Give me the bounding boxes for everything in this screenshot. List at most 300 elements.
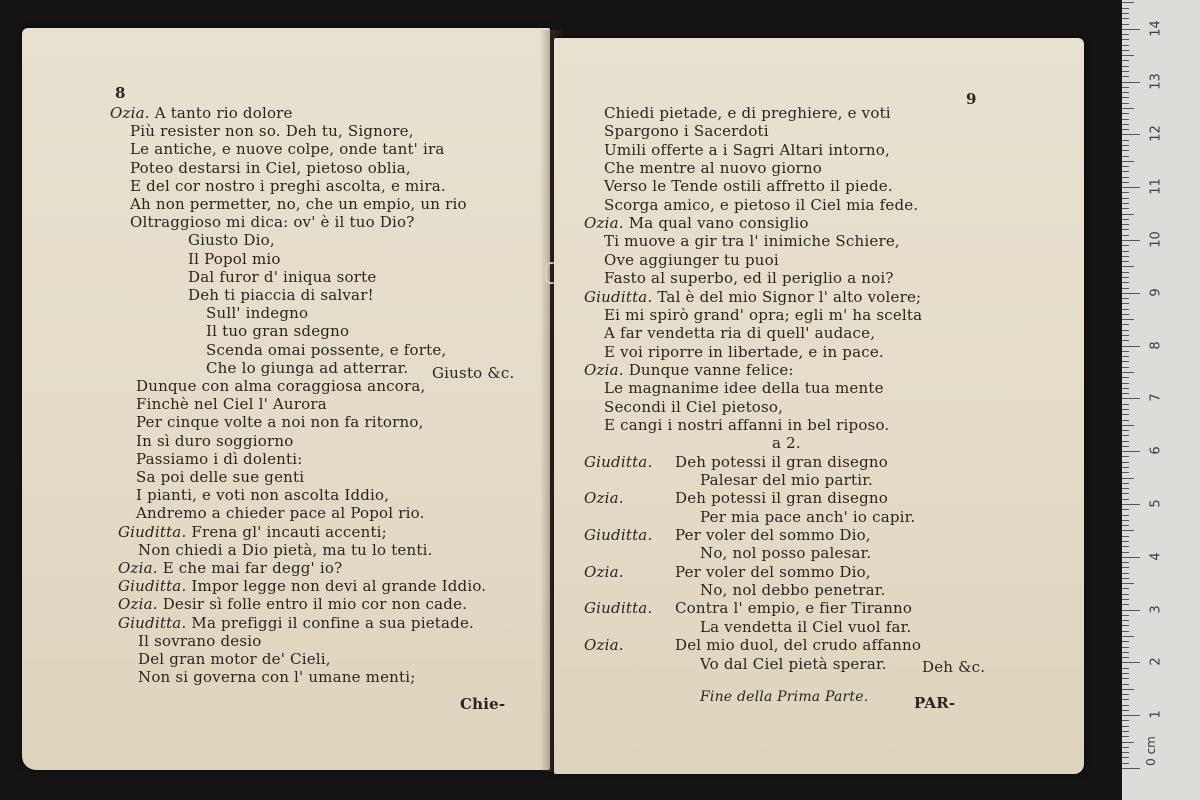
verse-line (118, 577, 486, 595)
ruler-tick (1122, 377, 1129, 378)
verse-text: La vendetta il Ciel vuol far. (700, 617, 912, 636)
verse-text: Verso le Tende ostili affretto il piede. (604, 177, 893, 196)
verse-text: Palesar del mio partir. (700, 471, 873, 489)
ruler-tick (1122, 673, 1129, 674)
ruler-tick (1122, 441, 1129, 442)
ruler-tick (1122, 60, 1129, 61)
ruler-tick (1122, 662, 1140, 663)
ruler-tick (1122, 161, 1134, 162)
ruler-tick (1122, 45, 1129, 46)
ruler-tick (1122, 594, 1129, 595)
left-page (22, 28, 550, 770)
ruler-tick (1122, 192, 1129, 193)
verse-line (604, 251, 779, 269)
ruler-tick (1122, 715, 1140, 716)
ruler-tick (1122, 588, 1129, 589)
ruler-tick (1122, 446, 1129, 447)
ruler-tick (1122, 214, 1134, 215)
verse-text: Impor legge non devi al grande Iddio. (191, 577, 487, 596)
ruler-tick (1122, 694, 1129, 695)
speaker-name: Giuditta. (584, 526, 653, 545)
verse-text: Non si governa con l' umane menti; (138, 668, 416, 687)
ruler-number: 4 (1148, 552, 1164, 561)
ruler-tick (1122, 414, 1129, 415)
ruler-tick (1122, 351, 1129, 352)
verse-text: Dunque con alma coraggiosa ancora, (136, 377, 426, 395)
verse-line (130, 177, 446, 195)
ruler-number: 8 (1148, 340, 1164, 350)
verse-text: Dal furor d' iniqua sorte (188, 267, 377, 286)
ruler-tick (1122, 610, 1140, 611)
verse-line (138, 541, 433, 559)
ruler-tick (1122, 346, 1140, 347)
speaker-name: Giuditta. (584, 287, 653, 306)
verse-text: E del cor nostro i preghi ascolta, e mira. (130, 176, 446, 195)
ruler-tick (1122, 177, 1129, 178)
ruler-tick (1122, 520, 1129, 521)
verse-line (584, 526, 871, 544)
verse-text: Che lo giunga ad atterrar. (206, 358, 409, 377)
verse-line (136, 450, 303, 468)
ruler-tick (1122, 710, 1129, 711)
verse-line (584, 489, 888, 507)
ruler-number: 2 (1148, 657, 1164, 667)
ruler-tick (1122, 24, 1129, 25)
ruler-tick (1122, 720, 1129, 721)
ruler-tick (1122, 92, 1129, 93)
ruler-tick (1122, 145, 1129, 146)
speaker-name: Ozia. (584, 562, 624, 581)
ruler-tick (1122, 372, 1134, 373)
ruler-tick (1122, 224, 1129, 225)
verse-line (188, 268, 376, 286)
verse-text: Andremo a chieder pace al Popol rio. (136, 504, 425, 523)
ruler-tick (1122, 509, 1129, 510)
ruler-tick (1122, 367, 1129, 368)
ruler-tick (1122, 198, 1129, 199)
verse-text: Non chiedi a Dio pietà, ma tu lo tenti. (138, 540, 433, 559)
verse-text: No, nol posso palesar. (700, 544, 872, 563)
verse-text: Vo dal Ciel pietà sperar. (700, 654, 887, 673)
ruler-tick (1122, 277, 1129, 278)
ruler-tick (1122, 309, 1129, 310)
verse-text: Dunque vanne felice: (628, 360, 794, 379)
verse-text: Chiedi pietade, e di preghiere, e voti (604, 104, 891, 122)
ruler-tick (1122, 113, 1129, 114)
ruler-tick (1122, 282, 1129, 283)
ruler-tick (1122, 409, 1129, 410)
ruler-tick (1122, 684, 1129, 685)
ruler-tick (1122, 288, 1129, 289)
verse-text: Più resister non so. Deh tu, Signore, (130, 122, 414, 141)
verse-line (700, 618, 911, 636)
verse-line (136, 486, 389, 504)
ruler-tick (1122, 647, 1129, 648)
ruler-tick (1122, 76, 1129, 77)
ruler-tick (1122, 573, 1129, 574)
ruler-tick (1122, 356, 1129, 357)
speaker-name: Ozia. (584, 636, 624, 655)
verse-text: Sull' indegno (206, 304, 309, 323)
verse-line (604, 104, 891, 122)
ruler-tick (1122, 604, 1129, 605)
ruler-tick (1122, 314, 1129, 315)
verse-text: Deh potessi il gran disegno (674, 452, 888, 471)
ruler-tick (1122, 435, 1129, 436)
verse-text: Ove aggiunger tu puoi (604, 250, 779, 269)
ruler-tick (1122, 103, 1129, 104)
ruler-tick (1122, 50, 1129, 51)
ruler-tick (1122, 266, 1134, 267)
verse-line (118, 559, 342, 577)
ruler-tick (1122, 324, 1129, 325)
ruler-tick (1122, 8, 1129, 9)
ruler-tick (1122, 493, 1129, 494)
ruler-tick (1122, 705, 1129, 706)
verse-line (188, 231, 275, 249)
verse-text: E cangi i nostri affanni in bel riposo. (604, 415, 890, 434)
part-end: Fine della Prima Parte. (700, 689, 869, 705)
ruler-tick (1122, 483, 1129, 484)
ruler-tick (1122, 256, 1129, 257)
verse-line (700, 581, 885, 599)
ruler-tick (1122, 599, 1129, 600)
verse-line (584, 214, 809, 232)
verse-line (138, 650, 331, 668)
ruler-tick (1122, 261, 1129, 262)
ruler-tick (1122, 251, 1129, 252)
ruler-tick (1122, 319, 1134, 320)
verse-text: Ti muove a gir tra l' inimiche Schiere, (604, 232, 900, 251)
verse-line (136, 504, 425, 522)
verse-text: I pianti, e voti non ascolta Iddio, (136, 486, 390, 505)
ruler-number: 1 (1148, 710, 1164, 719)
ruler-tick (1122, 240, 1140, 241)
verse-text: Oltraggioso mi dica: ov' è il tuo Dio? (130, 213, 415, 232)
verse-line (110, 104, 293, 122)
ruler-tick (1122, 335, 1129, 336)
ruler-tick (1122, 150, 1129, 151)
ruler-tick (1122, 34, 1129, 35)
ruler-tick (1122, 631, 1129, 632)
verse-line (584, 636, 921, 654)
speaker-name: Ozia. (584, 214, 624, 233)
ruler-tick (1122, 13, 1129, 14)
ruler-tick (1122, 298, 1129, 299)
ruler-tick (1122, 757, 1129, 758)
page-number: 8 (115, 84, 126, 102)
ruler-tick (1122, 97, 1129, 98)
verse-text: Per voler del sommo Dio, (674, 526, 871, 545)
verse-text: Scenda omai possente, e forte, (206, 340, 447, 359)
verse-text: Ma prefiggi il confine a sua pietade. (191, 613, 475, 632)
ruler-tick (1122, 166, 1129, 167)
verse-line (206, 341, 446, 359)
ruler-tick (1122, 557, 1140, 558)
verse-text: Deh potessi il gran disegno (674, 489, 888, 508)
verse-line (604, 159, 822, 177)
ruler-tick (1122, 546, 1129, 547)
ruler-tick (1122, 678, 1129, 679)
verse-line (188, 250, 281, 268)
verse-line (772, 434, 801, 452)
ruler-tick (1122, 229, 1129, 230)
ruler-tick (1122, 2, 1134, 3)
verse-line (604, 269, 894, 287)
speaker-name: Ozia. (118, 559, 158, 577)
ruler-tick (1122, 124, 1129, 125)
verse-text: E voi riporre in libertade, e in pace. (604, 342, 884, 361)
speaker-name: Ozia. (118, 595, 158, 614)
page-number: 9 (966, 90, 977, 108)
verse-line (118, 523, 387, 541)
ruler-tick (1122, 219, 1129, 220)
ruler-tick (1122, 361, 1129, 362)
verse-text: Deh ti piaccia di salvar! (188, 286, 374, 304)
verse-line (604, 324, 875, 342)
verse-line (136, 468, 304, 486)
ruler-tick (1122, 726, 1129, 727)
ruler-tick (1122, 578, 1129, 579)
verse-text: A tanto rio dolore (154, 104, 293, 122)
verse-text: Il Popol mio (188, 249, 281, 268)
verse-text: Per voler del sommo Dio, (674, 562, 871, 581)
verse-line (206, 322, 349, 340)
verse-line (700, 544, 871, 562)
verse-text: In sì duro soggiorno (136, 431, 294, 450)
ruler-tick (1122, 82, 1140, 83)
verse-line (700, 508, 915, 526)
ruler-tick (1122, 536, 1129, 537)
verse-text: Desir sì folle entro il mio cor non cade. (162, 595, 468, 614)
verse-line (604, 122, 769, 140)
verse-text: Tal è del mio Signor l' alto volere; (657, 287, 922, 306)
verse-text: Ei mi spirò grand' opra; egli m' ha scelta (604, 305, 923, 324)
ruler-number: 5 (1148, 499, 1164, 508)
ruler-tick (1122, 742, 1134, 743)
ruler-tick (1122, 462, 1129, 463)
ruler-tick (1122, 29, 1140, 30)
ruler-tick (1122, 383, 1129, 384)
ruler-tick (1122, 641, 1129, 642)
speaker-name: Giuditta. (118, 613, 187, 632)
ruler-number: 9 (1148, 288, 1164, 297)
verse-line (136, 432, 293, 450)
ruler-tick (1122, 404, 1129, 405)
verse-text: Spargono i Sacerdoti (604, 122, 769, 141)
verse-text: Per mia pace anch' io capir. (700, 507, 916, 526)
ruler-tick (1122, 504, 1140, 505)
speaker-name: Giuditta. (584, 452, 653, 471)
ruler-tick (1122, 156, 1129, 157)
verse-line (604, 416, 889, 434)
ruler-tick (1122, 456, 1129, 457)
verse-line (604, 379, 884, 397)
verse-text: Per cinque volte a noi non fa ritorno, (136, 413, 424, 432)
ruler-number: 11 (1148, 178, 1164, 195)
verse-line (584, 361, 794, 379)
verse-line (130, 213, 415, 231)
ruler-tick (1122, 182, 1129, 183)
verse-line (130, 159, 411, 177)
verse-text: Sa poi delle sue genti (136, 468, 305, 486)
verse-line (584, 599, 912, 617)
verse-text: Del gran motor de' Cieli, (138, 650, 331, 668)
ruler-tick (1122, 55, 1134, 56)
ruler-tick (1122, 657, 1129, 658)
catchword: Chie- (460, 695, 506, 713)
verse-line (136, 413, 424, 431)
verse-line (206, 304, 308, 322)
speaker-name: Ozia. (584, 489, 624, 508)
ruler-tick (1122, 478, 1134, 479)
verse-line (118, 614, 474, 632)
ruler-tick (1122, 731, 1129, 732)
verse-text: Finchè nel Ciel l' Aurora (136, 395, 327, 414)
ruler-tick (1122, 272, 1129, 273)
verse-line (138, 668, 416, 686)
ruler-tick (1122, 472, 1129, 473)
verse-text: No, nol debbo penetrar. (700, 581, 886, 600)
ruler-tick (1122, 203, 1129, 204)
ruler-tick (1122, 171, 1129, 172)
verse-text: Passiamo i dì dolenti: (136, 449, 303, 468)
verse-text: Le magnanime idee della tua mente (604, 379, 884, 398)
ruler-tick (1122, 140, 1129, 141)
ruler-tick (1122, 530, 1134, 531)
ruler-tick (1122, 736, 1129, 737)
verse-line (206, 359, 408, 377)
verse-line (604, 343, 884, 361)
ruler-tick (1122, 134, 1140, 135)
ruler-tick (1122, 39, 1129, 40)
verse-line (584, 563, 871, 581)
ruler-tick (1122, 488, 1129, 489)
ruler-tick (1122, 562, 1129, 563)
speaker-name: Ozia. (584, 360, 624, 379)
ruler-tick (1122, 208, 1129, 209)
ruler-tick (1122, 129, 1129, 130)
ruler-tick (1122, 108, 1134, 109)
verse-text: Poteo destarsi in Ciel, pietoso oblia, (130, 158, 411, 177)
ruler-tick (1122, 187, 1140, 188)
ruler-tick (1122, 430, 1129, 431)
ruler-unit: 0 cm (1143, 736, 1158, 766)
ruler-number: 12 (1148, 125, 1164, 143)
ruler-tick (1122, 583, 1134, 584)
aria-cue: Deh &c. (922, 658, 986, 676)
verse-line (130, 122, 414, 140)
ruler-tick (1122, 451, 1140, 452)
verse-line (130, 140, 444, 158)
verse-text: Le antiche, e nuove colpe, onde tant' ira (130, 140, 445, 159)
verse-line (130, 195, 467, 213)
verse-text: Che mentre al nuovo giorno (604, 159, 823, 178)
ruler-tick (1122, 303, 1129, 304)
ruler-tick (1122, 763, 1129, 764)
ruler-tick (1122, 18, 1129, 19)
ruler-tick (1122, 620, 1129, 621)
ruler-tick (1122, 119, 1129, 120)
verse-text: A far vendetta ria di quell' audace, (604, 324, 876, 343)
speaker-name: Ozia. (110, 104, 150, 122)
verse-line (604, 141, 890, 159)
verse-line (584, 453, 888, 471)
ruler-tick (1122, 525, 1129, 526)
ruler-tick (1122, 747, 1129, 748)
ruler-tick (1122, 567, 1129, 568)
aria-cue: Giusto &c. (432, 364, 515, 382)
ruler-tick (1122, 515, 1129, 516)
ruler-tick (1122, 235, 1129, 236)
verse-text: Umili offerte a i Sagri Altari intorno, (604, 140, 890, 159)
ruler-tick (1122, 398, 1140, 399)
verse-line (604, 398, 783, 416)
ruler-tick (1122, 245, 1129, 246)
verse-line (604, 232, 900, 250)
speaker-name: Giuditta. (584, 599, 653, 618)
verse-text: Ah non permetter, no, che un empio, un rio (130, 195, 467, 213)
verse-line (118, 595, 467, 613)
verse-line (136, 377, 426, 395)
verse-text: Giusto Dio, (188, 231, 275, 250)
ruler-number: 3 (1148, 604, 1164, 614)
speaker-name: Giuditta. (118, 522, 187, 541)
verse-text: Frena gl' incauti accenti; (191, 522, 387, 541)
ruler-tick (1122, 752, 1129, 753)
ruler-tick (1122, 541, 1129, 542)
verse-text: Secondi il Ciel pietoso, (604, 397, 784, 416)
verse-line (584, 288, 921, 306)
verse-text: Scorga amico, e pietoso il Ciel mia fede. (604, 195, 919, 214)
verse-text: Il tuo gran sdegno (206, 322, 350, 341)
ruler-number: 7 (1148, 393, 1164, 403)
verse-text: a 2. (772, 434, 801, 453)
ruler-tick (1122, 330, 1129, 331)
ruler-tick (1122, 499, 1129, 500)
verse-line (604, 177, 893, 195)
speaker-name: Giuditta. (118, 577, 187, 596)
verse-line (604, 196, 918, 214)
verse-line (138, 632, 261, 650)
ruler-tick (1122, 340, 1129, 341)
ruler-tick (1122, 636, 1134, 637)
verse-text: E che mai far degg' io? (162, 559, 343, 577)
ruler-tick (1122, 652, 1129, 653)
ruler-tick (1122, 71, 1129, 72)
ruler-number: 14 (1148, 20, 1164, 37)
verse-text: Del mio duol, del crudo affanno (674, 636, 922, 655)
verse-line (188, 286, 374, 304)
ruler-tick (1122, 293, 1140, 294)
verse-line (604, 306, 922, 324)
verse-text: Fasto al superbo, ed il periglio a noi? (604, 269, 894, 288)
ruler-tick (1122, 552, 1129, 553)
ruler-tick (1122, 615, 1129, 616)
verse-line (136, 395, 327, 413)
ruler-number: 6 (1148, 446, 1164, 455)
ruler-tick (1122, 467, 1129, 468)
ruler-tick (1122, 668, 1129, 669)
ruler-tick (1122, 388, 1129, 389)
verse-text: Il sovrano desio (138, 631, 262, 650)
verse-text: Contra l' empio, e fier Tiranno (674, 599, 913, 618)
ruler-number: 10 (1148, 231, 1164, 248)
ruler-tick (1122, 393, 1129, 394)
ruler-tick (1122, 768, 1140, 769)
verse-text: Ma qual vano consiglio (628, 214, 809, 233)
ruler-tick (1122, 66, 1129, 67)
